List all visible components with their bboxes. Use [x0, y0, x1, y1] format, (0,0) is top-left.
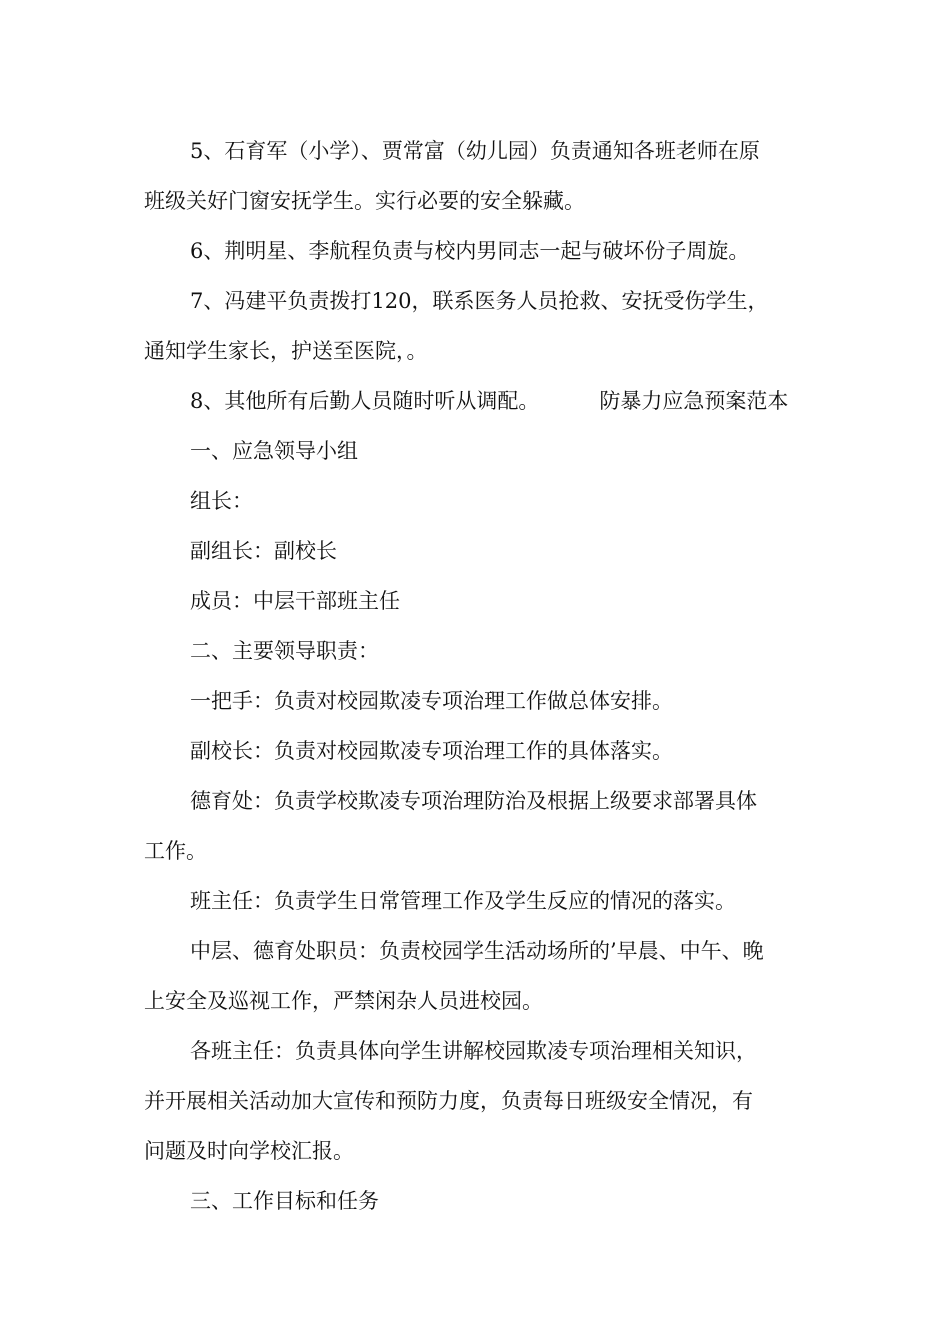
paragraph-line: 一把手：负责对校园欺凌专项治理工作做总体安排。	[190, 689, 673, 713]
paragraph-line	[190, 386, 788, 416]
paragraph-line: 通知学生家长，护送至医院，。	[144, 339, 428, 363]
section-heading: 一、应急领导小组	[190, 439, 358, 463]
paragraph-line: 6、荆明星、李航程负责与校内男同志一起与破坏份子周旋。	[190, 239, 750, 263]
paragraph-line: 工作。	[144, 839, 207, 863]
paragraph-line: 班级关好门窗安抚学生。实行必要的安全躲藏。	[144, 189, 585, 213]
paragraph-line: 副校长：负责对校园欺凌专项治理工作的具体落实。	[190, 739, 673, 763]
paragraph-text: 8、其他所有后勤人员随时听从调配。	[190, 389, 540, 413]
paragraph-line: 上安全及巡视工作，严禁闲杂人员进校园。	[144, 989, 543, 1013]
paragraph-line: 中层、德育处职员：负责校园学生活动场所的’早晨、中午、晚	[190, 939, 764, 963]
paragraph-line: 并开展相关活动加大宣传和预防力度，负责每日班级安全情况，有	[144, 1089, 753, 1113]
paragraph-line: 德育处：负责学校欺凌专项治理防治及根据上级要求部署具体	[190, 789, 757, 813]
paragraph-line: 成员：中层干部班主任	[190, 589, 400, 613]
paragraph-line: 组长：	[190, 489, 253, 513]
paragraph-line: 7、冯建平负责拨打120，联系医务人员抢救、安抚受伤学生，	[190, 289, 769, 313]
paragraph-line: 副组长：副校长	[190, 539, 337, 563]
paragraph-line: 班主任：负责学生日常管理工作及学生反应的情况的落实。	[190, 889, 736, 913]
paragraph-line: 各班主任：负责具体向学生讲解校园欺凌专项治理相关知识，	[190, 1039, 757, 1063]
paragraph-line: 5、石育军（小学）、贾常富（幼儿园）负责通知各班老师在原	[190, 139, 760, 163]
section-heading: 二、主要领导职责：	[190, 639, 379, 663]
paragraph-line: 问题及时向学校汇报。	[144, 1139, 354, 1163]
document-title: 防暴力应急预案范本	[599, 389, 789, 413]
section-heading: 三、工作目标和任务	[190, 1189, 379, 1213]
